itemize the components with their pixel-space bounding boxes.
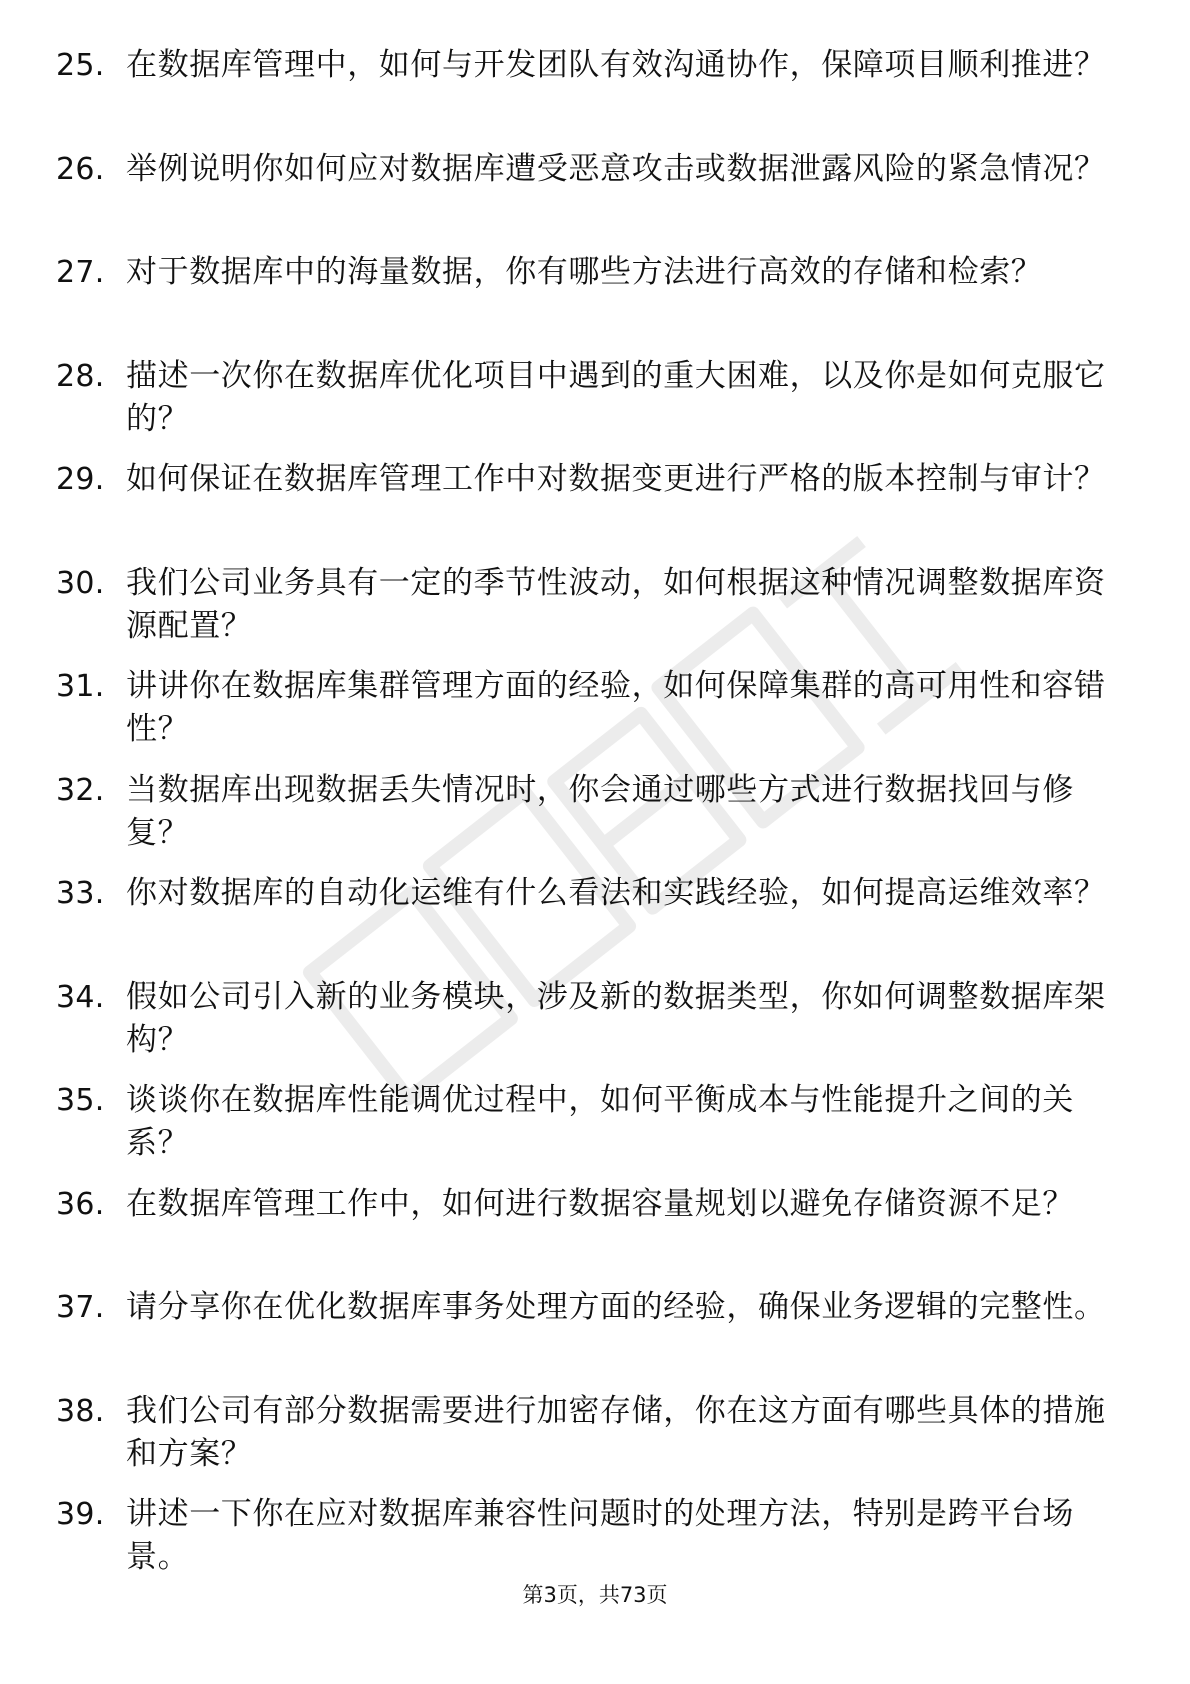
question-number: 34.: [56, 979, 105, 1015]
question-text: 描述一次你在数据库优化项目中遇到的重大困难，以及你是如何克服它的？: [126, 357, 1106, 437]
question-text: 在数据库管理中，如何与开发团队有效沟通协作，保障项目顺利推进？: [126, 47, 1106, 83]
question-number: 29.: [56, 462, 105, 497]
question-text: 讲讲你在数据库集群管理方面的经验，如何保障集群的高可用性和容错性？: [126, 668, 1106, 747]
question-number: 28.: [56, 358, 105, 394]
question-text: 我们公司业务具有一定的季节性波动，如何根据这种情况调整数据库资源配置？: [126, 564, 1106, 644]
question-number: 31.: [56, 669, 105, 704]
question-number: 35.: [56, 1083, 105, 1118]
question-item: [56, 355, 1116, 459]
question-item: [56, 251, 1116, 355]
question-number: 39.: [56, 1497, 105, 1532]
question-number: 33.: [56, 876, 105, 911]
question-item: [56, 976, 1116, 1080]
question-item: [56, 1183, 1116, 1287]
question-text: 假如公司引入新的业务模块，涉及新的数据类型，你如何调整数据库架构？: [126, 978, 1106, 1058]
question-item: [56, 562, 1116, 666]
question-item: [56, 1286, 1116, 1390]
question-number: 25.: [56, 48, 105, 83]
question-text: 谈谈你在数据库性能调优过程中，如何平衡成本与性能提升之间的关系？: [126, 1082, 1074, 1161]
question-item: [56, 872, 1116, 976]
question-item: [56, 148, 1116, 252]
question-list: [56, 44, 1116, 1597]
question-number: 26.: [56, 151, 105, 187]
question-text: 举例说明你如何应对数据库遭受恶意攻击或数据泄露风险的紧急情况？: [126, 150, 1106, 187]
question-number: 38.: [56, 1393, 105, 1429]
question-text: 当数据库出现数据丢失情况时，你会通过哪些方式进行数据找回与修复？: [126, 771, 1074, 851]
question-number: 37.: [56, 1290, 105, 1325]
page-number: 第3页，共73页: [522, 1583, 668, 1607]
question-text: 请分享你在优化数据库事务处理方面的经验，确保业务逻辑的完整性。: [126, 1289, 1106, 1325]
question-text: 我们公司有部分数据需要进行加密存储，你在这方面有哪些具体的措施和方案？: [126, 1392, 1106, 1472]
question-item: [56, 769, 1116, 873]
question-text: 在数据库管理工作中，如何进行数据容量规划以避免存储资源不足？: [126, 1185, 1074, 1222]
question-item: [56, 458, 1116, 562]
question-text: 如何保证在数据库管理工作中对数据变更进行严格的版本控制与审计？: [126, 461, 1106, 497]
question-text: 讲述一下你在应对数据库兼容性问题时的处理方法，特别是跨平台场景。: [126, 1496, 1074, 1575]
question-item: [56, 665, 1116, 769]
question-text: 你对数据库的自动化运维有什么看法和实践经验，如何提高运维效率？: [126, 875, 1106, 911]
question-number: 36.: [56, 1186, 105, 1222]
question-text: 对于数据库中的海量数据，你有哪些方法进行高效的存储和检索？: [126, 254, 1043, 290]
question-number: 27.: [56, 255, 105, 290]
question-item: [56, 1079, 1116, 1183]
question-item: [56, 1390, 1116, 1494]
question-number: 30.: [56, 565, 105, 601]
question-item: [56, 44, 1116, 148]
question-number: 32.: [56, 772, 105, 808]
